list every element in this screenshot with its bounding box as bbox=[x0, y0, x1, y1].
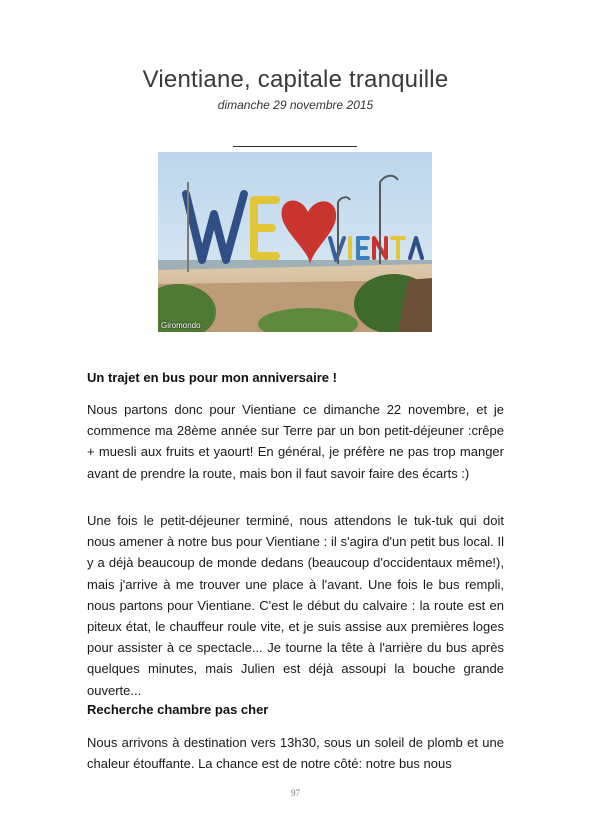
photo-credit: Giromondo bbox=[161, 321, 201, 330]
page-number: 97 bbox=[291, 788, 300, 798]
article-title: Vientiane, capitale tranquille bbox=[142, 66, 449, 93]
paragraph: Nous partons donc pour Vientiane ce dimanche 22 novembre, et je commence ma 28ème année sur Terre par un bon petit-déjeuner :crêpe + muesli aux fruits et yaourt! En général, je préfère ne pas trop manger avant de prendre la route, mais bon il faut savoir faire des écarts :) bbox=[87, 402, 504, 481]
separator-line bbox=[233, 146, 357, 147]
section-heading: Un trajet en bus pour mon anniversaire ! bbox=[87, 370, 337, 385]
photo-illustration bbox=[158, 152, 432, 332]
paragraph: Nous arrivons à destination vers 13h30, sous un soleil de plomb et une chaleur étouffante. La chance est de notre côté: notre bus nous bbox=[87, 735, 504, 772]
section-heading: Recherche chambre pas cher bbox=[87, 702, 269, 717]
article-photo bbox=[158, 152, 432, 332]
paragraph: Une fois le petit-déjeuner terminé, nous attendons le tuk-tuk qui doit nous amener à notre bus pour Vientiane : il s'agira d'un petit bus local. Il y a déjà beaucoup de monde dedans (beaucoup d'occidentaux même!), mais j'arrive à me trouver une place à l'avant. Une fois le bus rempli, nous partons pour Vientiane. C'est le début du calvaire : la route est en piteux état, le chauffeur roule vite, et je suis assise aux premières loges pour assister à ce spectacle... Je tourne la tête à l'arrière du bus après quelques minutes, mais Julien est déjà assoupi la bouche grande ouverte... bbox=[87, 513, 504, 698]
article-date: dimanche 29 novembre 2015 bbox=[217, 98, 374, 112]
